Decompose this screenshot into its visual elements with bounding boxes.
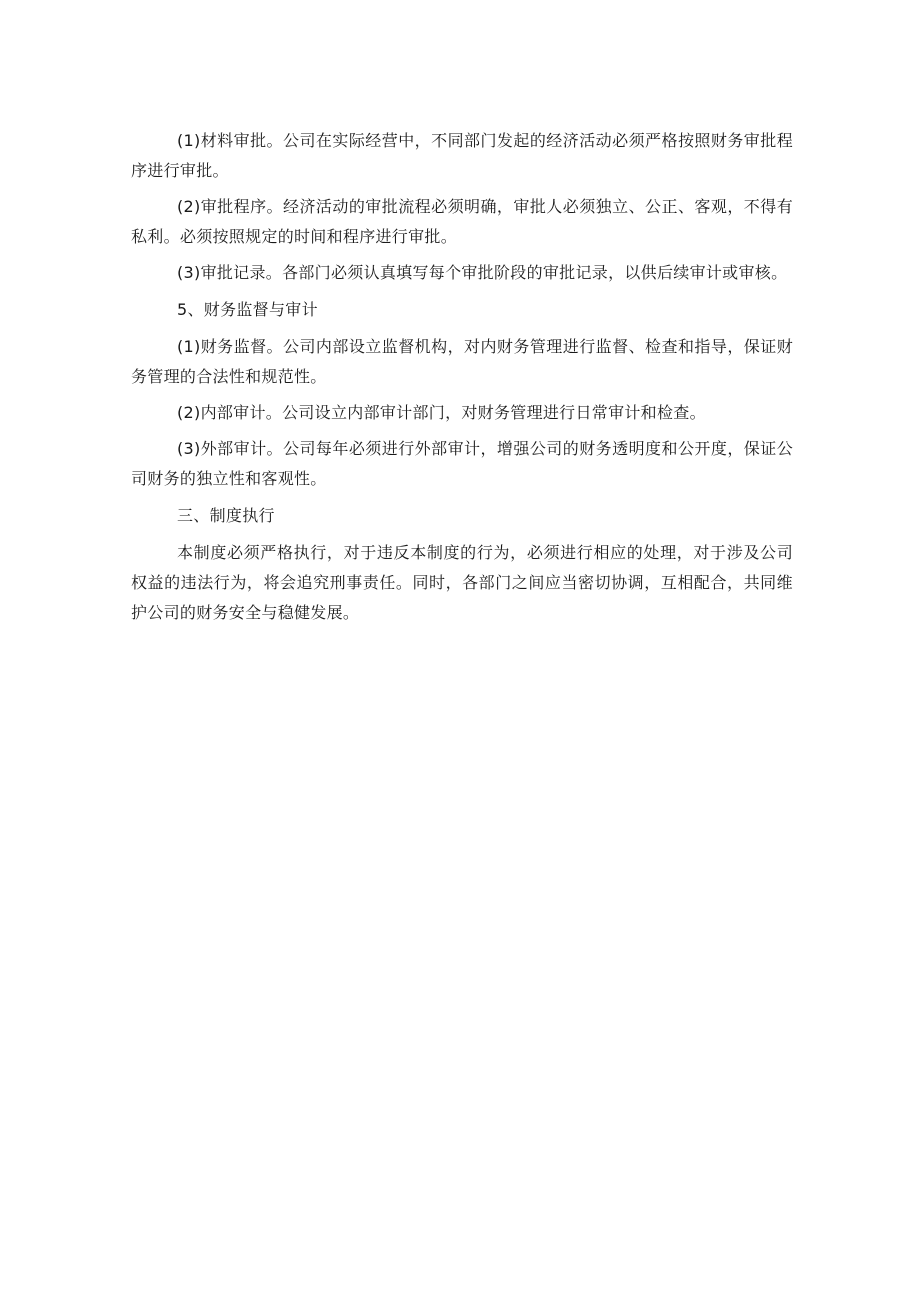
paragraph-approval-procedure: (2)审批程序。经济活动的审批流程必须明确，审批人必须独立、公正、客观，不得有私利。必须按照规定的时间和程序进行审批。 — [131, 197, 793, 246]
paragraph-approval-records: (3)审批记录。各部门必须认真填写每个审批阶段的审批记录，以供后续审计或审核。 — [177, 263, 788, 282]
section-heading-system-implementation: 三、制度执行 — [177, 506, 275, 525]
paragraph-external-audit: (3)外部审计。公司每年必须进行外部审计，增强公司的财务透明度和公开度，保证公司财务的独立性和客观性。 — [131, 439, 793, 488]
paragraph-system-implementation: 本制度必须严格执行，对于违反本制度的行为，必须进行相应的处理，对于涉及公司权益的违法行为，将会追究刑事责任。同时，各部门之间应当密切协调，互相配合，共同维护公司的财务安全与稳健发展。 — [131, 543, 793, 622]
paragraph-financial-supervision: (1)财务监督。公司内部设立监督机构，对内财务管理进行监督、检查和指导，保证财务管理的合法性和规范性。 — [131, 337, 793, 386]
paragraph-internal-audit: (2)内部审计。公司设立内部审计部门，对财务管理进行日常审计和检查。 — [177, 403, 706, 422]
paragraph-material-approval: (1)材料审批。公司在实际经营中，不同部门发起的经济活动必须严格按照财务审批程序进行审批。 — [131, 131, 793, 180]
section-heading-financial-supervision: 5、财务监督与审计 — [177, 300, 318, 319]
document-body — [131, 126, 793, 628]
